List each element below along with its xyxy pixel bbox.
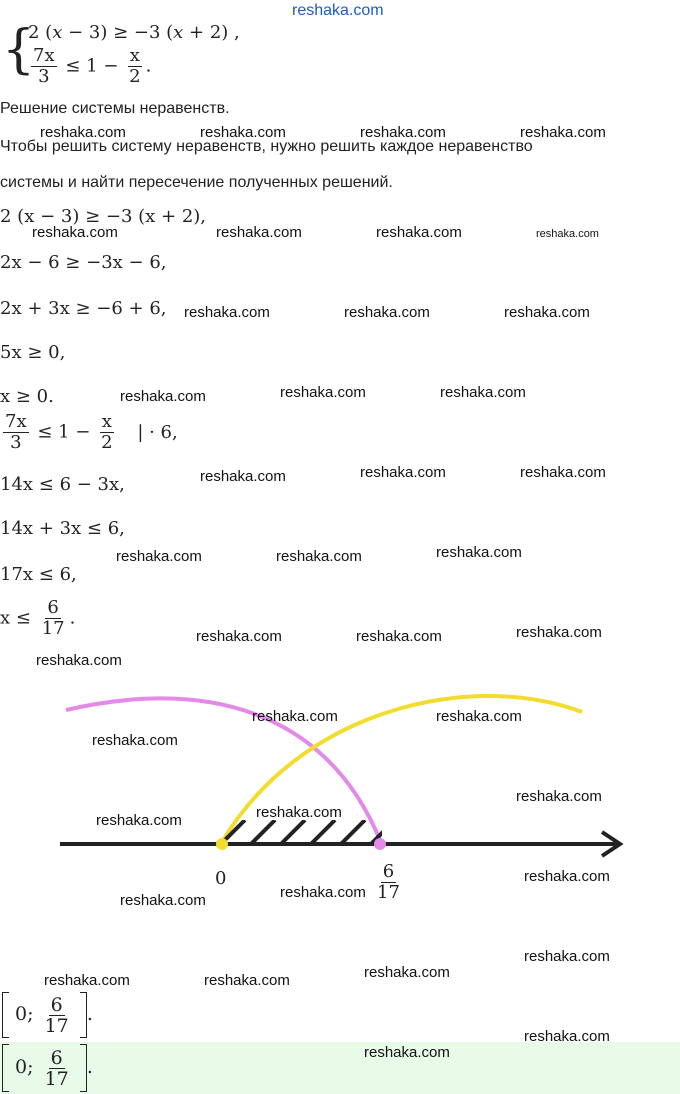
- watermark: reshaka.com: [376, 224, 462, 241]
- watermark: reshaka.com: [36, 652, 122, 669]
- step-1: 2 (x − 3) ≥ −3 (x + 2),: [0, 206, 207, 227]
- system-line-1: [28, 22, 240, 43]
- intro-text-1: Чтобы решить систему неравенств, нужно решить каждое неравенство: [0, 138, 533, 155]
- watermark: reshaka.com: [524, 948, 610, 965]
- step-6-frac-2-num: x: [101, 411, 112, 432]
- watermark: reshaka.com: [436, 708, 522, 725]
- watermark: reshaka.com: [364, 964, 450, 981]
- watermark: reshaka.com: [276, 548, 362, 565]
- answer-1-left-bracket: [2, 992, 9, 1038]
- step-10-end: .: [69, 607, 76, 629]
- watermark: reshaka.com: [280, 884, 366, 901]
- system-frac-1-den: 3: [38, 66, 50, 87]
- answer-2-right-bracket: [80, 1044, 87, 1092]
- watermark: reshaka.com: [516, 788, 602, 805]
- point-zero: [216, 838, 228, 850]
- watermark: reshaka.com: [200, 124, 286, 141]
- watermark: reshaka.com: [360, 124, 446, 141]
- axis-label-frac: [372, 862, 405, 903]
- step-10-frac-num: 6: [47, 597, 59, 618]
- watermark: reshaka.com: [96, 812, 182, 829]
- watermark: reshaka.com: [200, 468, 286, 485]
- step-10: [0, 598, 75, 639]
- watermark: reshaka.com: [204, 972, 290, 989]
- system-line-2: [28, 46, 151, 87]
- watermark: reshaka.com: [216, 224, 302, 241]
- axis-label-frac-num: 6: [382, 861, 395, 882]
- answer-2-end: .: [86, 1056, 93, 1078]
- step-5: x ≥ 0.: [0, 386, 54, 407]
- watermark: reshaka.com: [536, 228, 599, 240]
- answer-1-frac-num: 6: [50, 993, 63, 1016]
- system-line-1-text: 2 (x − 3) ≥ −3 (x + 2) ,: [28, 22, 240, 43]
- step-6: [0, 412, 178, 453]
- watermark: reshaka.com: [196, 628, 282, 645]
- system-frac-2-num: x: [129, 45, 140, 66]
- step-10-pre: x ≤: [0, 607, 31, 629]
- system-frac-2: [127, 46, 142, 87]
- answer-1-frac: [43, 995, 71, 1036]
- watermark: reshaka.com: [252, 708, 338, 725]
- watermark: reshaka.com: [92, 732, 178, 749]
- answer-2-left-bracket: [2, 1044, 9, 1092]
- answer-2-frac-den: 17: [44, 1067, 69, 1090]
- step-6-frac-2-den: 2: [101, 432, 113, 453]
- answer-1-frac-den: 17: [44, 1014, 69, 1037]
- watermark: reshaka.com: [516, 624, 602, 641]
- step-6-frac-1-num: 7x: [5, 411, 27, 432]
- watermark: reshaka.com: [436, 544, 522, 561]
- watermark: reshaka.com: [344, 304, 430, 321]
- watermark: reshaka.com: [524, 868, 610, 885]
- intro-text-2: системы и найти пересечение полученных решений.: [0, 174, 393, 191]
- step-10-frac-den: 17: [41, 618, 65, 639]
- intro-title: Решение системы неравенств.: [0, 100, 230, 117]
- watermark: reshaka.com: [360, 464, 446, 481]
- step-6-mid: ≤ 1 −: [37, 421, 91, 443]
- watermark: reshaka.com: [116, 548, 202, 565]
- step-6-frac-1-den: 3: [10, 432, 22, 453]
- watermark: reshaka.com: [280, 384, 366, 401]
- watermark: reshaka.com: [32, 224, 118, 241]
- step-2: 2x − 6 ≥ −3x − 6,: [0, 252, 167, 273]
- step-6-frac-2: [99, 412, 114, 453]
- answer-1-right-bracket: [80, 992, 87, 1038]
- watermark: reshaka.com: [44, 972, 130, 989]
- step-6-end: | · 6,: [137, 421, 178, 443]
- system-frac-1: [31, 46, 57, 87]
- watermark: reshaka.com: [524, 1028, 610, 1045]
- answer-2-zero: 0;: [15, 1056, 34, 1078]
- answer-1: [2, 992, 93, 1038]
- system-brace: {: [2, 20, 36, 80]
- system-frac-2-den: 2: [129, 66, 141, 87]
- point-six-seventeenths: [374, 838, 386, 850]
- axis-label-frac-den: 17: [377, 882, 400, 903]
- watermark: reshaka.com: [440, 384, 526, 401]
- system-line-2-mid: ≤ 1 −: [65, 55, 119, 77]
- step-9: 17x ≤ 6,: [0, 564, 77, 585]
- step-3: 2x + 3x ≥ −6 + 6,: [0, 298, 167, 319]
- answer-1-zero: 0;: [15, 1003, 34, 1025]
- watermark: reshaka.com: [520, 464, 606, 481]
- watermark: reshaka.com: [504, 304, 590, 321]
- system-frac-1-num: 7x: [33, 45, 55, 66]
- step-6-frac-1: [3, 412, 29, 453]
- watermark: reshaka.com: [256, 804, 342, 821]
- final-answer-band: [0, 1042, 680, 1094]
- system-line-2-end: .: [145, 55, 152, 77]
- step-7: 14x ≤ 6 − 3x,: [0, 474, 125, 495]
- watermark: reshaka.com: [120, 892, 206, 909]
- answer-2-frac-num: 6: [50, 1046, 63, 1069]
- step-8: 14x + 3x ≤ 6,: [0, 518, 125, 539]
- watermark: reshaka.com: [356, 628, 442, 645]
- watermark: reshaka.com: [120, 388, 206, 405]
- watermark: reshaka.com: [520, 124, 606, 141]
- watermark: reshaka.com: [364, 1044, 450, 1061]
- axis-label-zero: 0: [215, 868, 227, 889]
- watermark: reshaka.com: [40, 124, 126, 141]
- answer-2-frac: [43, 1048, 71, 1089]
- axis-label-frac-inner: [375, 862, 402, 903]
- watermark: reshaka.com: [184, 304, 270, 321]
- answer-2: [2, 1044, 93, 1092]
- step-10-frac: [40, 598, 67, 639]
- answer-1-end: .: [86, 1003, 93, 1025]
- site-watermark-top: reshaka.com: [292, 2, 384, 19]
- step-4: 5x ≥ 0,: [0, 342, 66, 363]
